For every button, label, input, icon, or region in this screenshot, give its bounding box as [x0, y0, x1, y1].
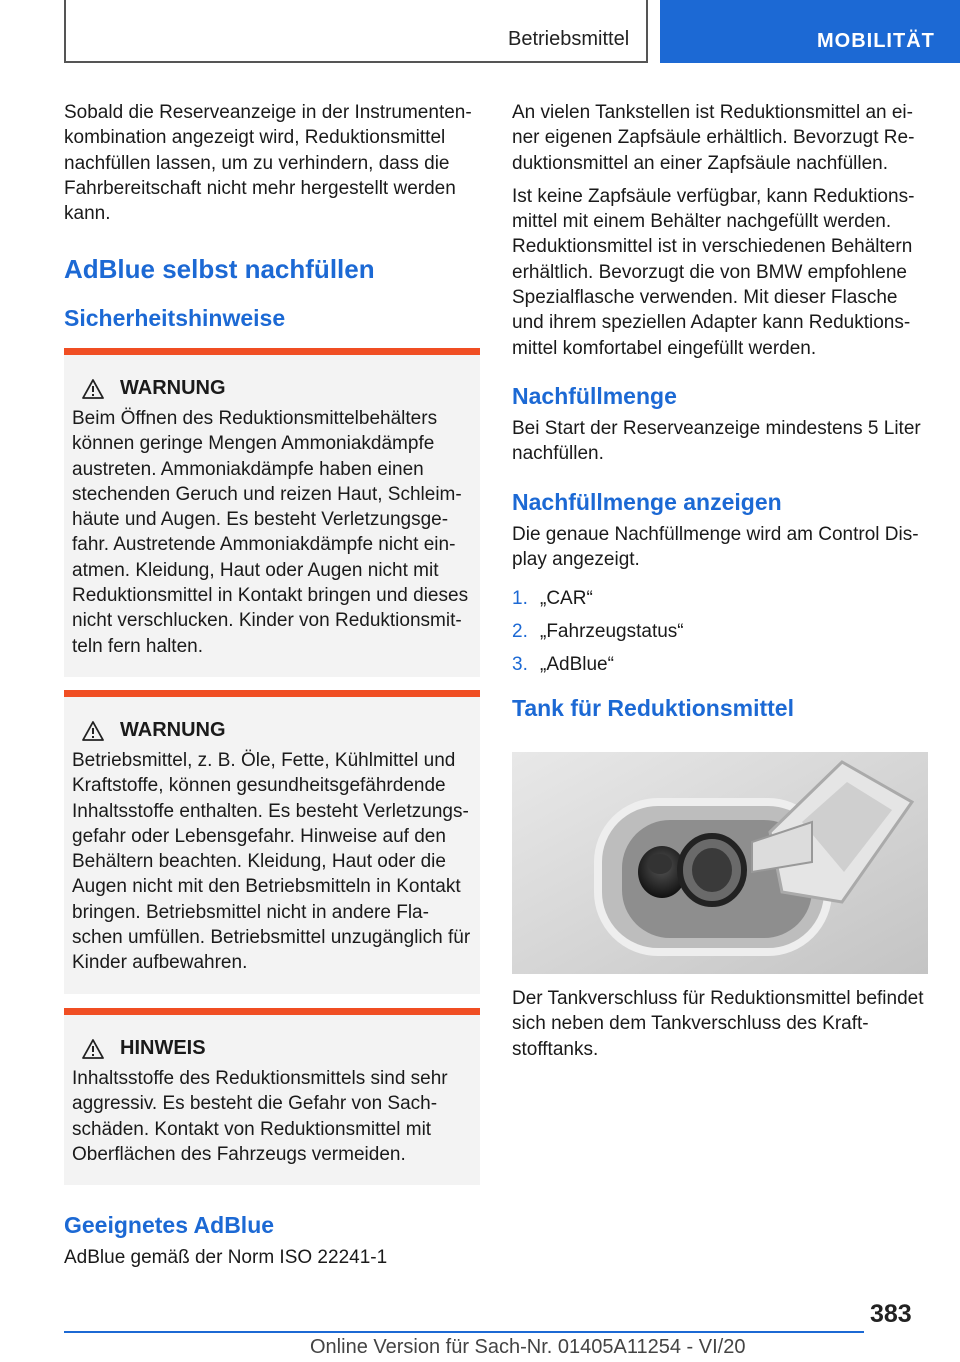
- warning-text: Betriebsmittel, z. B. Öle, Fette, Kühlmittel und Kraftstoffe, können gesundheitsgefährdende Inhaltsstoffe enthalten. Es besteht Verletzungsgefahr oder Lebensgefahr. Hinweise auf den Behältern beachten. Kleidung, Haut oder die Augen nicht mit den Betriebsmitteln in Kontakt bringen. Betriebsmittel nicht in andere Flaschen umfüllen. Betriebsmittel unzugänglich für Kinder aufbewahren.: [72, 750, 471, 974]
- notice-text: Inhaltsstoffe des Reduktionsmittels sind sehr aggressiv. Es besteht die Gefahr von Sachschäden. Kontakt von Reduktionsmittel mit Oberflächen des Fahrzeugs vermeiden.: [72, 1068, 448, 1165]
- warning-text: Beim Öffnen des Reduktionsmittelbehälters können geringe Mengen Ammoniakdämpfe austreten. Ammoniakdämpfe haben einen stechenden Geruch und reizen Haut, Schleimhäute und Augen. Es besteht Verletzungsgefahr. Austretende Ammoniakdämpfe nicht einatmen. Kleidung, Haut oder Augen nicht mit Reduktionsmittel in Kontakt bringen und dieses nicht verschlucken. Kinder von Reduktionsmitteln fern halten.: [72, 408, 469, 657]
- paragraph-container: Ist keine Zapfsäule verfügbar, kann Reduktionsmittel mit einem Behälter nachgefüllt werden. Reduktionsmittel ist in verschiedenen Behältern erhältlich. Bevorzugt die von BMW empfohlene Spezialflasche verwenden. Mit dieser Flasche und ihrem speziellen Adapter kann Reduktionsmittel komfortabel eingefüllt werden.: [512, 185, 915, 359]
- page-number: 383: [870, 1300, 912, 1328]
- header-chapter: MOBILITÄT: [817, 30, 935, 52]
- show-amount-text: Die genaue Nachfüllmenge wird am Control Display angezeigt.: [512, 523, 919, 570]
- header-chapter-tab: [660, 0, 960, 63]
- notice-box: [64, 1008, 480, 1185]
- refill-amount-text: Bei Start der Reserveanzeige mindestens 5 Liter nachfüllen.: [512, 417, 921, 465]
- footer-divider: [64, 1331, 864, 1333]
- tank-cap-photo: [512, 752, 928, 974]
- list-item: 2. „Fahrzeugstatus“: [512, 621, 684, 643]
- steps-list: [512, 586, 928, 677]
- suitable-section: [64, 1212, 480, 1270]
- warning-title: WARNUNG: [120, 719, 226, 741]
- intro-paragraph: Sobald die Reserveanzeige in der Instrumentenkombination angezeigt wird, Reduktionsmittel nachfüllen lassen, um zu verhindern, dass die Fahrbereitschaft nicht mehr hergestellt werden kann.: [64, 102, 472, 225]
- left-column: [64, 100, 480, 332]
- heading-tank: Tank für Reduktionsmittel: [512, 695, 794, 722]
- warning-triangle-icon: [82, 721, 104, 741]
- heading-show-amount: Nachfüllmenge anzeigen: [512, 488, 782, 515]
- heading-adblue-refill: AdBlue selbst nachfüllen: [64, 254, 375, 285]
- list-item: 1. „CAR“: [512, 588, 593, 610]
- footer-online-version: Online Version für Sach-Nr. 01405A11254 - VI/20: [310, 1336, 746, 1358]
- warning-triangle-icon: [82, 1039, 104, 1059]
- warning-box-2: [64, 690, 480, 994]
- warning-title: WARNUNG: [120, 377, 226, 399]
- photo-caption-block: [512, 986, 928, 1062]
- heading-suitable-adblue: Geeignetes AdBlue: [64, 1212, 275, 1238]
- warning-triangle-icon: [82, 379, 104, 399]
- header-frame: [64, 0, 648, 63]
- photo-caption: Der Tankverschluss für Reduktionsmittel befindet sich neben dem Tankverschluss des Kraftstofftanks.: [512, 988, 924, 1060]
- list-item: 3. „AdBlue“: [512, 654, 614, 676]
- warning-box-1: [64, 348, 480, 677]
- heading-safety: Sicherheitshinweise: [64, 305, 286, 332]
- notice-title: HINWEIS: [120, 1037, 206, 1059]
- right-column: [512, 100, 928, 722]
- suitable-text: AdBlue gemäß der Norm ISO 22241-1: [64, 1247, 388, 1268]
- heading-refill-amount: Nachfüllmenge: [512, 382, 677, 409]
- header-section: Betriebsmittel: [508, 28, 630, 50]
- paragraph-pump: An vielen Tankstellen ist Reduktionsmittel an einer eigenen Zapfsäule erhältlich. Bevorzugt Reduktionsmittel an einer Zapfsäule nachfüllen.: [512, 102, 915, 174]
